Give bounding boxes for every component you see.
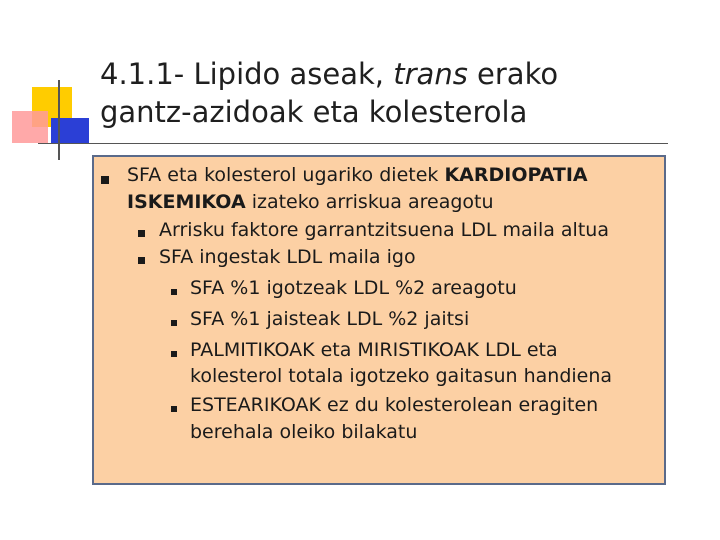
main-bullet-suffix: izateko arriskua areagotu bbox=[245, 191, 494, 213]
bullet-square-icon bbox=[171, 320, 177, 326]
title-part2: erako bbox=[467, 57, 559, 91]
main-bullet-bold2: ISKEMIKOA bbox=[127, 191, 246, 213]
main-bullet-prefix: SFA eta kolesterol ugariko dietek bbox=[127, 164, 445, 186]
sub-bullet-1: Arrisku faktore garrantzitsuena LDL maila altua bbox=[159, 219, 609, 241]
title-part1: 4.1.1- Lipido aseak, bbox=[100, 57, 394, 91]
subsub-bullet-4-line1: ESTEARIKOAK ez du kolesterolean eragiten bbox=[190, 394, 599, 416]
subsub-bullet-3-line1: PALMITIKOAK eta MIRISTIKOAK LDL eta bbox=[190, 339, 558, 361]
bullet-square-icon bbox=[171, 406, 177, 412]
bullet-square-icon bbox=[138, 230, 145, 237]
subsub-bullet-1: SFA %1 igotzeak LDL %2 areagotu bbox=[190, 277, 517, 299]
title-italic: trans bbox=[393, 57, 468, 91]
subsub-bullet-3-line2: kolesterol totala igotzeko gaitasun handiena bbox=[190, 365, 613, 387]
subsub-bullet-2: SFA %1 jaisteak LDL %2 jaitsi bbox=[190, 308, 470, 330]
bullet-square-icon bbox=[171, 351, 177, 357]
sub-bullet-2: SFA ingestak LDL maila igo bbox=[159, 246, 416, 268]
bullet-square-icon bbox=[171, 289, 177, 295]
main-bullet-bold1: KARDIOPATIA bbox=[444, 164, 588, 186]
title-line2: gantz-azidoak eta kolesterola bbox=[100, 95, 528, 129]
subsub-bullet-4-line2: berehala oleiko bilakatu bbox=[190, 421, 418, 443]
bullet-square-icon bbox=[138, 257, 145, 264]
main-bullet-line1 bbox=[127, 162, 588, 189]
main-bullet-line2 bbox=[127, 189, 494, 216]
bullet-square-icon bbox=[101, 176, 109, 184]
